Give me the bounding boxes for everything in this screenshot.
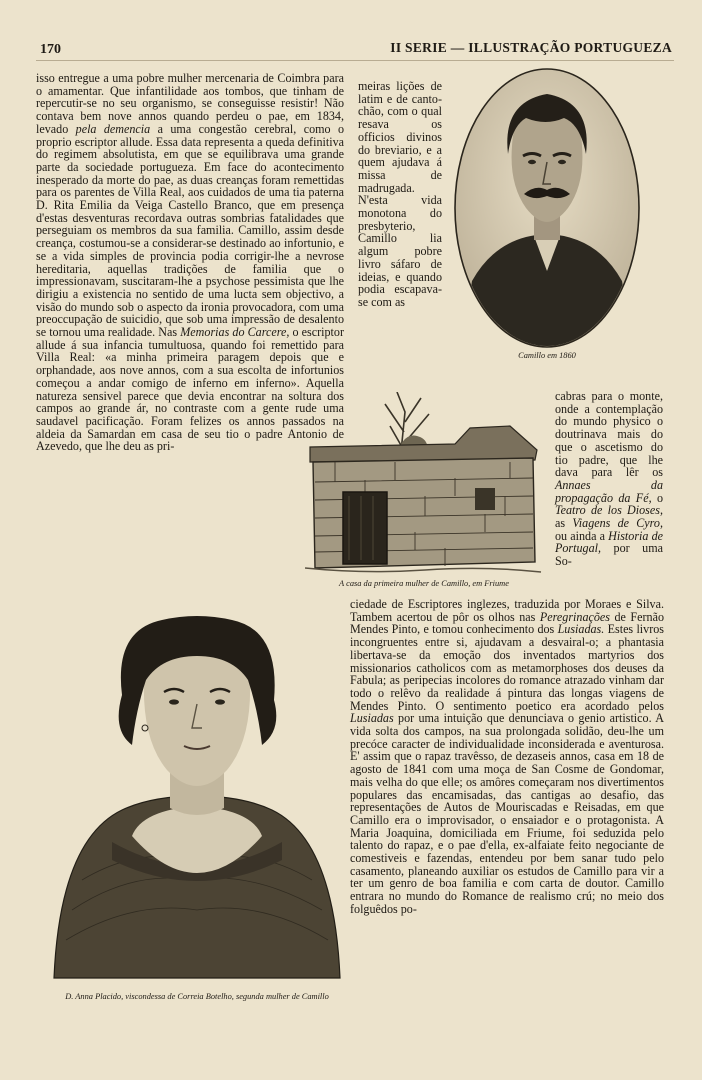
text-run: o escriptor allude á sua infancia tumultuosa, quando foi remettido para Villa Real: «a minha primeira paragem depois que e orphandade, aos nove annos, com a sua escolta de infortunios começou a andar comigo de inferno em inferno». Aquella natureza sensivel parece que devia encontrar na soltura dos campos ao grande ár, no contraste com a gente rude uma saudavel pacificação. Foram felizes os annos passados na aldeia da Samardan em casa de seu tio o padre Antonio de Azevedo, que lhe deu as pri- bbox=[36, 325, 344, 454]
paragraph bbox=[555, 390, 663, 568]
figure-caption: A casa da primeira mulher de Camillo, em Friume bbox=[339, 579, 509, 588]
page-number: 170 bbox=[40, 42, 61, 57]
paragraph: meiras lições de latim e de canto-chão, com o qual resava os officios divinos do breviario, e a quem ajudava á missa de madrugada. N'esta vida monotona do presbyterio, Camillo lia algum pobre livro sáfaro de ideias, e quando podia escapava-se com as bbox=[358, 79, 442, 309]
text-run: as bbox=[555, 516, 566, 531]
running-title: II SERIE — ILLUSTRAÇÃO PORTUGUEZA bbox=[390, 40, 672, 55]
text-run: por uma So- bbox=[555, 541, 663, 569]
text-run: o bbox=[656, 490, 663, 505]
book-title: Annaes da propagação da Fé, bbox=[555, 477, 663, 505]
book-title: Lusiadas bbox=[350, 711, 394, 726]
house-figure bbox=[305, 392, 543, 589]
paragraph bbox=[350, 598, 664, 916]
portrait-anna-placido-figure bbox=[52, 610, 342, 1002]
portrait-anna-placido-image bbox=[52, 610, 342, 988]
paragraph bbox=[36, 72, 344, 453]
book-title: Peregrinações bbox=[539, 609, 610, 624]
text-run: Estes livros incongruentes entre si, ajudavam a desvairal-o; a phantasia libertava-se da emoção dos inventados martyrios dos missionarios catholicos com as metamorphoses dos deuses da Fabula; as peripecias incolores do romance atrazado vinham dar todo o relêvo da realidade á pintura das longas viagens de Mendes Pinto. O sentimento poetico era acordado pelos bbox=[350, 622, 664, 713]
text-run: ou ainda a bbox=[555, 528, 605, 543]
text-run: de Fernão Mendes Pinto, e tomou conhecimento dos bbox=[350, 609, 665, 637]
text-column-right bbox=[350, 598, 664, 916]
text-column-right-narrow bbox=[555, 390, 663, 568]
portrait-camillo-figure bbox=[452, 66, 642, 361]
house-image bbox=[305, 392, 543, 577]
figure-caption: D. Anna Placido, viscondessa de Correia Botelho, segunda mulher de Camillo bbox=[65, 992, 329, 1001]
text-run: cabras para o monte, onde a contemplação do mundo physico o doutrinava mais do que o ascetismo do tio padre, que lhe dava para lêr os bbox=[555, 389, 663, 480]
book-title: Memorias do Carcere, bbox=[180, 325, 290, 340]
book-title: Teatro de los Dioses, bbox=[555, 503, 663, 518]
text-run: isso entregue a uma pobre mulher mercenaria de Coimbra para o amamentar. Que infantilidade aos tombos, que tinham de repercutir-se no seu organismo, se conseguisse resistir! Não contava bem nove annos quando perdeu o pae, em 1834, levado bbox=[36, 71, 344, 136]
portrait-camillo-image bbox=[452, 66, 642, 348]
text-run: por uma intuição que denunciava o genio artistico. A vida solta dos campos, na sua prolongada solidão, deu-lhe um precóce caracter de individualidade inconsiderada e aventurosa. E' assim que o rapaz travêsso, de dezaseis annos, casa em 18 de agosto de 1841 com uma moça de San Cosme de Gondomar, mais velha do que elle; os amôres começaram nos divertimentos populares das encamisadas, das cantigas ao desafio, das representações de Autos de Mouriscadas e Reisadas, em que Camillo era o improvisador, o ensaiador e o protagonista. A Maria Joaquina, domiciliada em Friume, foi seduzida pelo talento do rapaz, e o pae d'ella, ex-alfaiate feito negociante de comestiveis e fazendas, entendeu por bem sanar tudo pelo casamento, planeando auxiliar os estudos de Camillo para vir a ter um genro de boa familia e com carta de doutor. Camillo entrara no mundo do Romance de realismo crú; no meio dos folguêdos po- bbox=[350, 711, 664, 916]
text-run: a uma congestão cerebral, como o proprio escriptor allude. Essa data representa a queda definitiva do regimem absolutista, em que se equilibrava uma grande parte da sociedade portugueza. Em face do acontecimento inesperado da morte do pae, as duas creanças foram remettidas para os parentes de Villa Real, aos cuidados de uma tia paterna D. Rita Emilia da Veiga Castello Branco, que em presença d'estas desventuras recordava outras sombrias fatalidades que perseguiam os membros da sua familia. Camillo, assim desde creança, costumou-se a considerar-se destinado ao infortunio, e se a vida simples de provincia podia corrigir-lhe a nevrose hereditaria, aquellas tradições de familia que o impressionavam, suscitaram-lhe a psychose pessimista que lhe dirigiu a existencia no sentido de uma lucta sem objectivo, a visão do mundo sob o aspecto da ironia provocadora, com uma preoccupação de suicidio, que sob uma impressão de desalento se tornou uma realidade. Nas bbox=[36, 121, 345, 340]
header-rule bbox=[36, 60, 674, 61]
figure-caption: Camillo em 1860 bbox=[518, 351, 576, 360]
text-column-left bbox=[36, 72, 344, 453]
text-column-narrow bbox=[358, 80, 442, 309]
italic-text: pela demencia bbox=[75, 121, 151, 136]
book-title: Lusiadas. bbox=[557, 622, 605, 637]
book-title: Historia de Portugal, bbox=[555, 528, 663, 556]
text-run: ciedade de Escriptores inglezes, traduzida por Moraes e Silva. Tambem acertou de pôr os olhos nas bbox=[350, 597, 664, 624]
book-title: Viagens de Cyro, bbox=[572, 516, 663, 531]
